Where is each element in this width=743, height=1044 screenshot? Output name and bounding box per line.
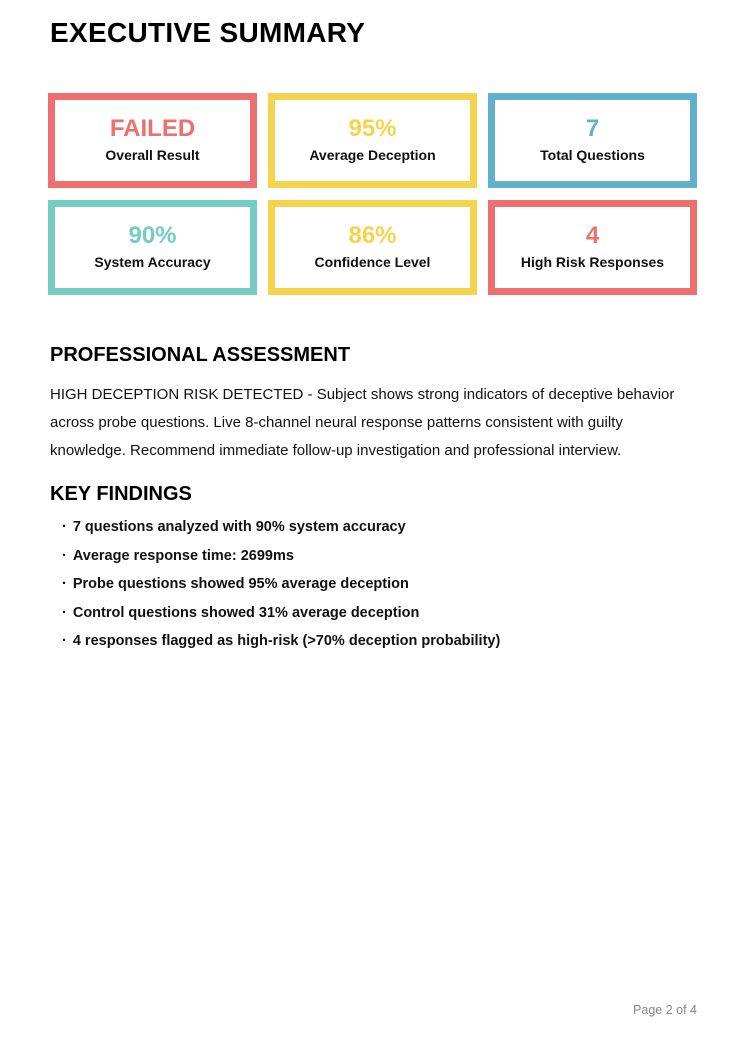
stat-card-value: 90%: [128, 222, 177, 249]
stat-card-value: FAILED: [109, 115, 196, 142]
bullet-icon: ·: [62, 547, 67, 564]
finding-item: [62, 634, 682, 649]
stat-card-label: Confidence Level: [314, 254, 431, 270]
stat-card-4: [268, 200, 477, 295]
page-title: EXECUTIVE SUMMARY: [50, 17, 366, 48]
stat-card-label: Overall Result: [105, 147, 200, 163]
stat-card-5: [488, 200, 697, 295]
stat-card-label: System Accuracy: [94, 254, 211, 270]
finding-item: [62, 577, 682, 592]
stat-card-1: [268, 93, 477, 188]
finding-item-text: 4 responses flagged as high-risk (>70% deception probability): [72, 633, 501, 649]
bullet-icon: ·: [62, 604, 67, 621]
stat-card-grid: [48, 93, 697, 295]
stat-card-2: [488, 93, 697, 188]
stat-card-0: [48, 93, 257, 188]
assessment-heading: PROFESSIONAL ASSESSMENT: [50, 344, 351, 366]
stat-card-value: 86%: [348, 222, 397, 249]
stat-card-label: Average Deception: [309, 147, 436, 163]
finding-item: [62, 549, 682, 564]
assessment-body-text: HIGH DECEPTION RISK DETECTED - Subject shows strong indicators of deceptive behavior across probe questions. Live 8-channel neural response patterns consistent with guilty knowledge. Recommend immediate follow-up investigation and professional interview.: [50, 386, 675, 459]
stat-card-label: Total Questions: [540, 147, 645, 163]
page-number: Page 2 of 4: [633, 1003, 697, 1017]
finding-item: [62, 520, 682, 535]
bullet-icon: ·: [62, 576, 67, 592]
finding-item-text: Average response time: 2699ms: [72, 547, 294, 564]
finding-item-text: Control questions showed 31% average deception: [72, 604, 420, 621]
key-findings-list: [62, 520, 682, 663]
finding-item-text: Probe questions showed 95% average deception: [72, 576, 409, 592]
stat-card-label: High Risk Responses: [520, 254, 665, 270]
finding-item: [62, 606, 682, 621]
stat-card-3: [48, 200, 257, 295]
bullet-icon: ·: [62, 633, 67, 649]
stat-card-value: 95%: [348, 115, 397, 142]
key-findings-heading: KEY FINDINGS: [50, 483, 192, 505]
finding-item-text: 7 questions analyzed with 90% system accuracy: [72, 519, 406, 535]
stat-card-value: 4: [585, 222, 600, 249]
stat-card-value: 7: [585, 115, 600, 142]
bullet-icon: ·: [62, 519, 67, 535]
